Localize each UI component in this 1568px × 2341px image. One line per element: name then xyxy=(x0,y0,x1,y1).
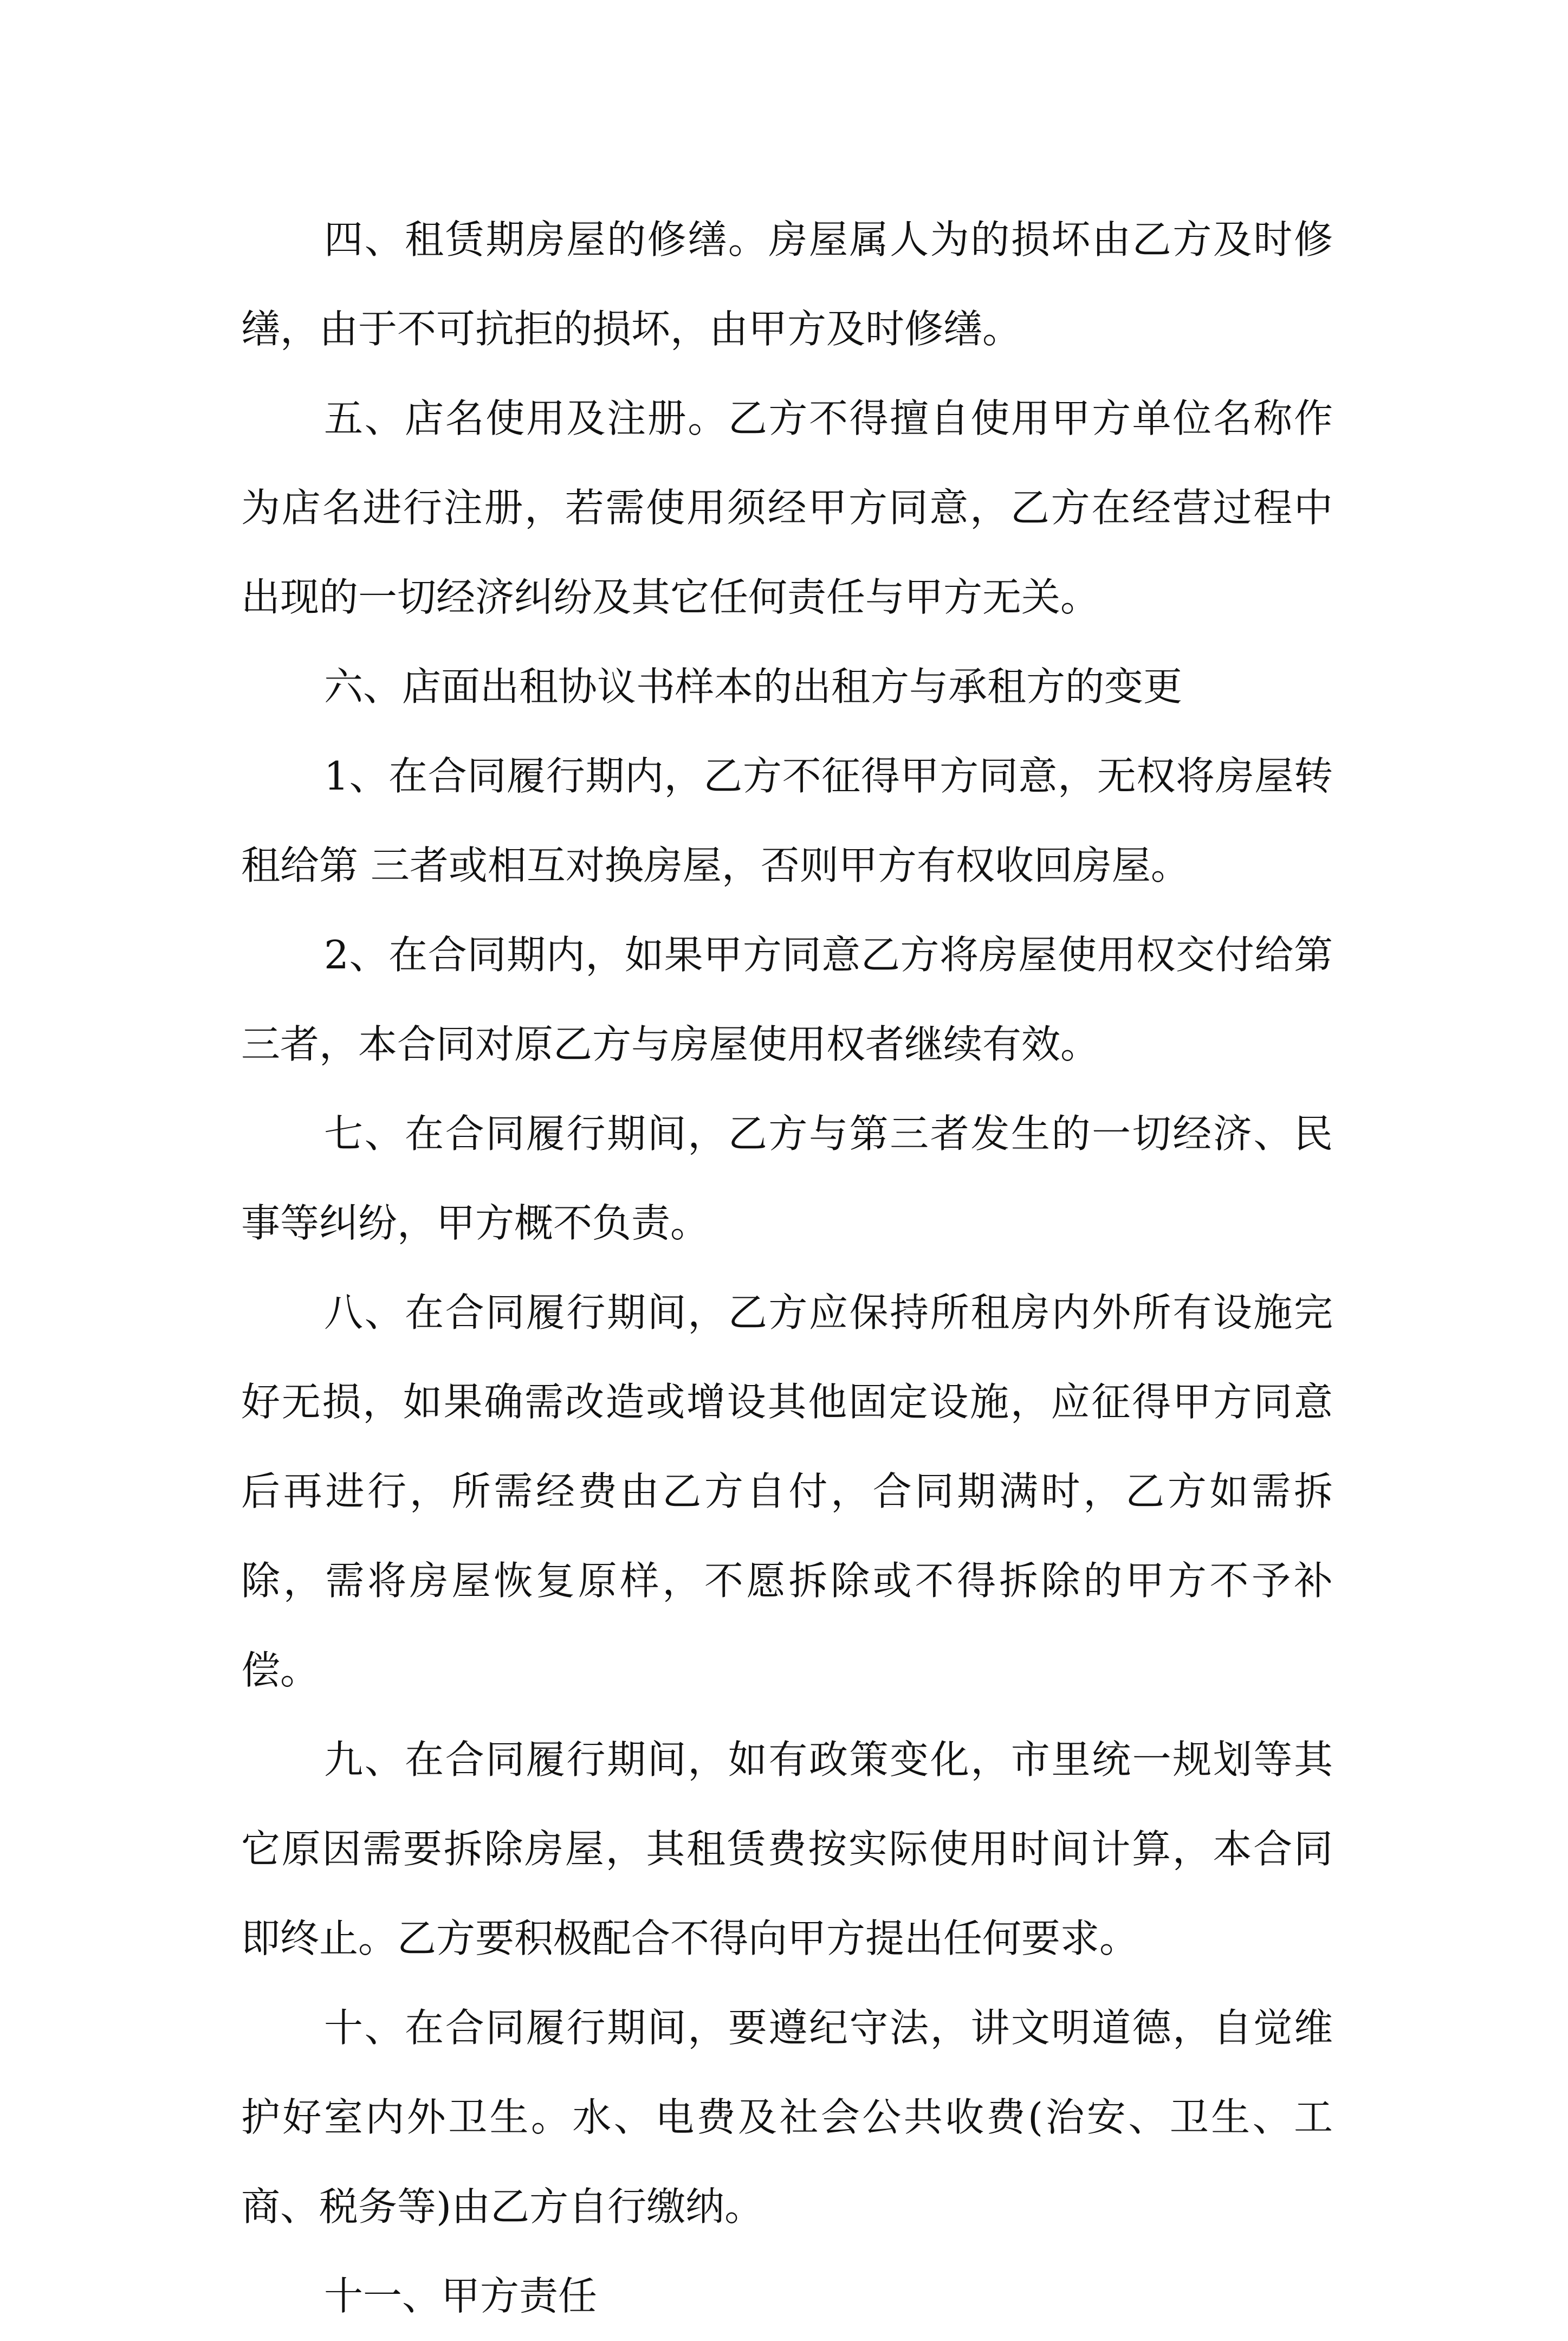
paragraph-facilities: 八、在合同履行期间，乙方应保持所租房内外所有设施完好无损，如果确需改造或增设其他固定设施，应征得甲方同意后再进行，所需经费由乙方自付，合同期满时，乙方如需拆除，需将房屋恢复原样，不愿拆除或不得拆除的甲方不予补偿。 xyxy=(241,1290,1333,1693)
paragraph-policy-change: 九、在合同履行期间，如有政策变化，市里统一规划等其它原因需要拆除房屋，其租赁费按实际使用时间计算，本合同即终止。乙方要积极配合不得向甲方提出任何要求。 xyxy=(241,1737,1333,1961)
paragraph-shop-name: 五、店名使用及注册。乙方不得擅自使用甲方单位名称作为店名进行注册，若需使用须经甲方同意，乙方在经营过程中出现的一切经济纠纷及其它任何责任与甲方无关。 xyxy=(241,396,1333,620)
paragraph-third-party-disputes: 七、在合同履行期间，乙方与第三者发生的一切经济、民事等纠纷，甲方概不负责。 xyxy=(241,1111,1333,1246)
paragraph-party-change-heading: 六、店面出租协议书样本的出租方与承租方的变更 xyxy=(324,664,1183,709)
paragraph-sublease: 1、在合同履行期内，乙方不征得甲方同意，无权将房屋转租给第 三者或相互对换房屋，否则甲方有权收回房屋。 xyxy=(241,753,1333,888)
paragraph-transfer: 2、在合同期内，如果甲方同意乙方将房屋使用权交付给第三者，本合同对原乙方与房屋使用权者继续有效。 xyxy=(241,932,1333,1067)
paragraph-conduct-fees: 十、在合同履行期间，要遵纪守法，讲文明道德，自觉维护好室内外卫生。水、电费及社会公共收费(治安、卫生、工商、税务等)由乙方自行缴纳。 xyxy=(241,2005,1333,2229)
paragraph-party-a-duties: 十一、甲方责任 xyxy=(324,2273,598,2319)
document-body xyxy=(241,195,1333,2341)
paragraph-repairs: 四、租赁期房屋的修缮。房屋属人为的损坏由乙方及时修缮，由于不可抗拒的损坏，由甲方及时修缮。 xyxy=(241,217,1333,352)
